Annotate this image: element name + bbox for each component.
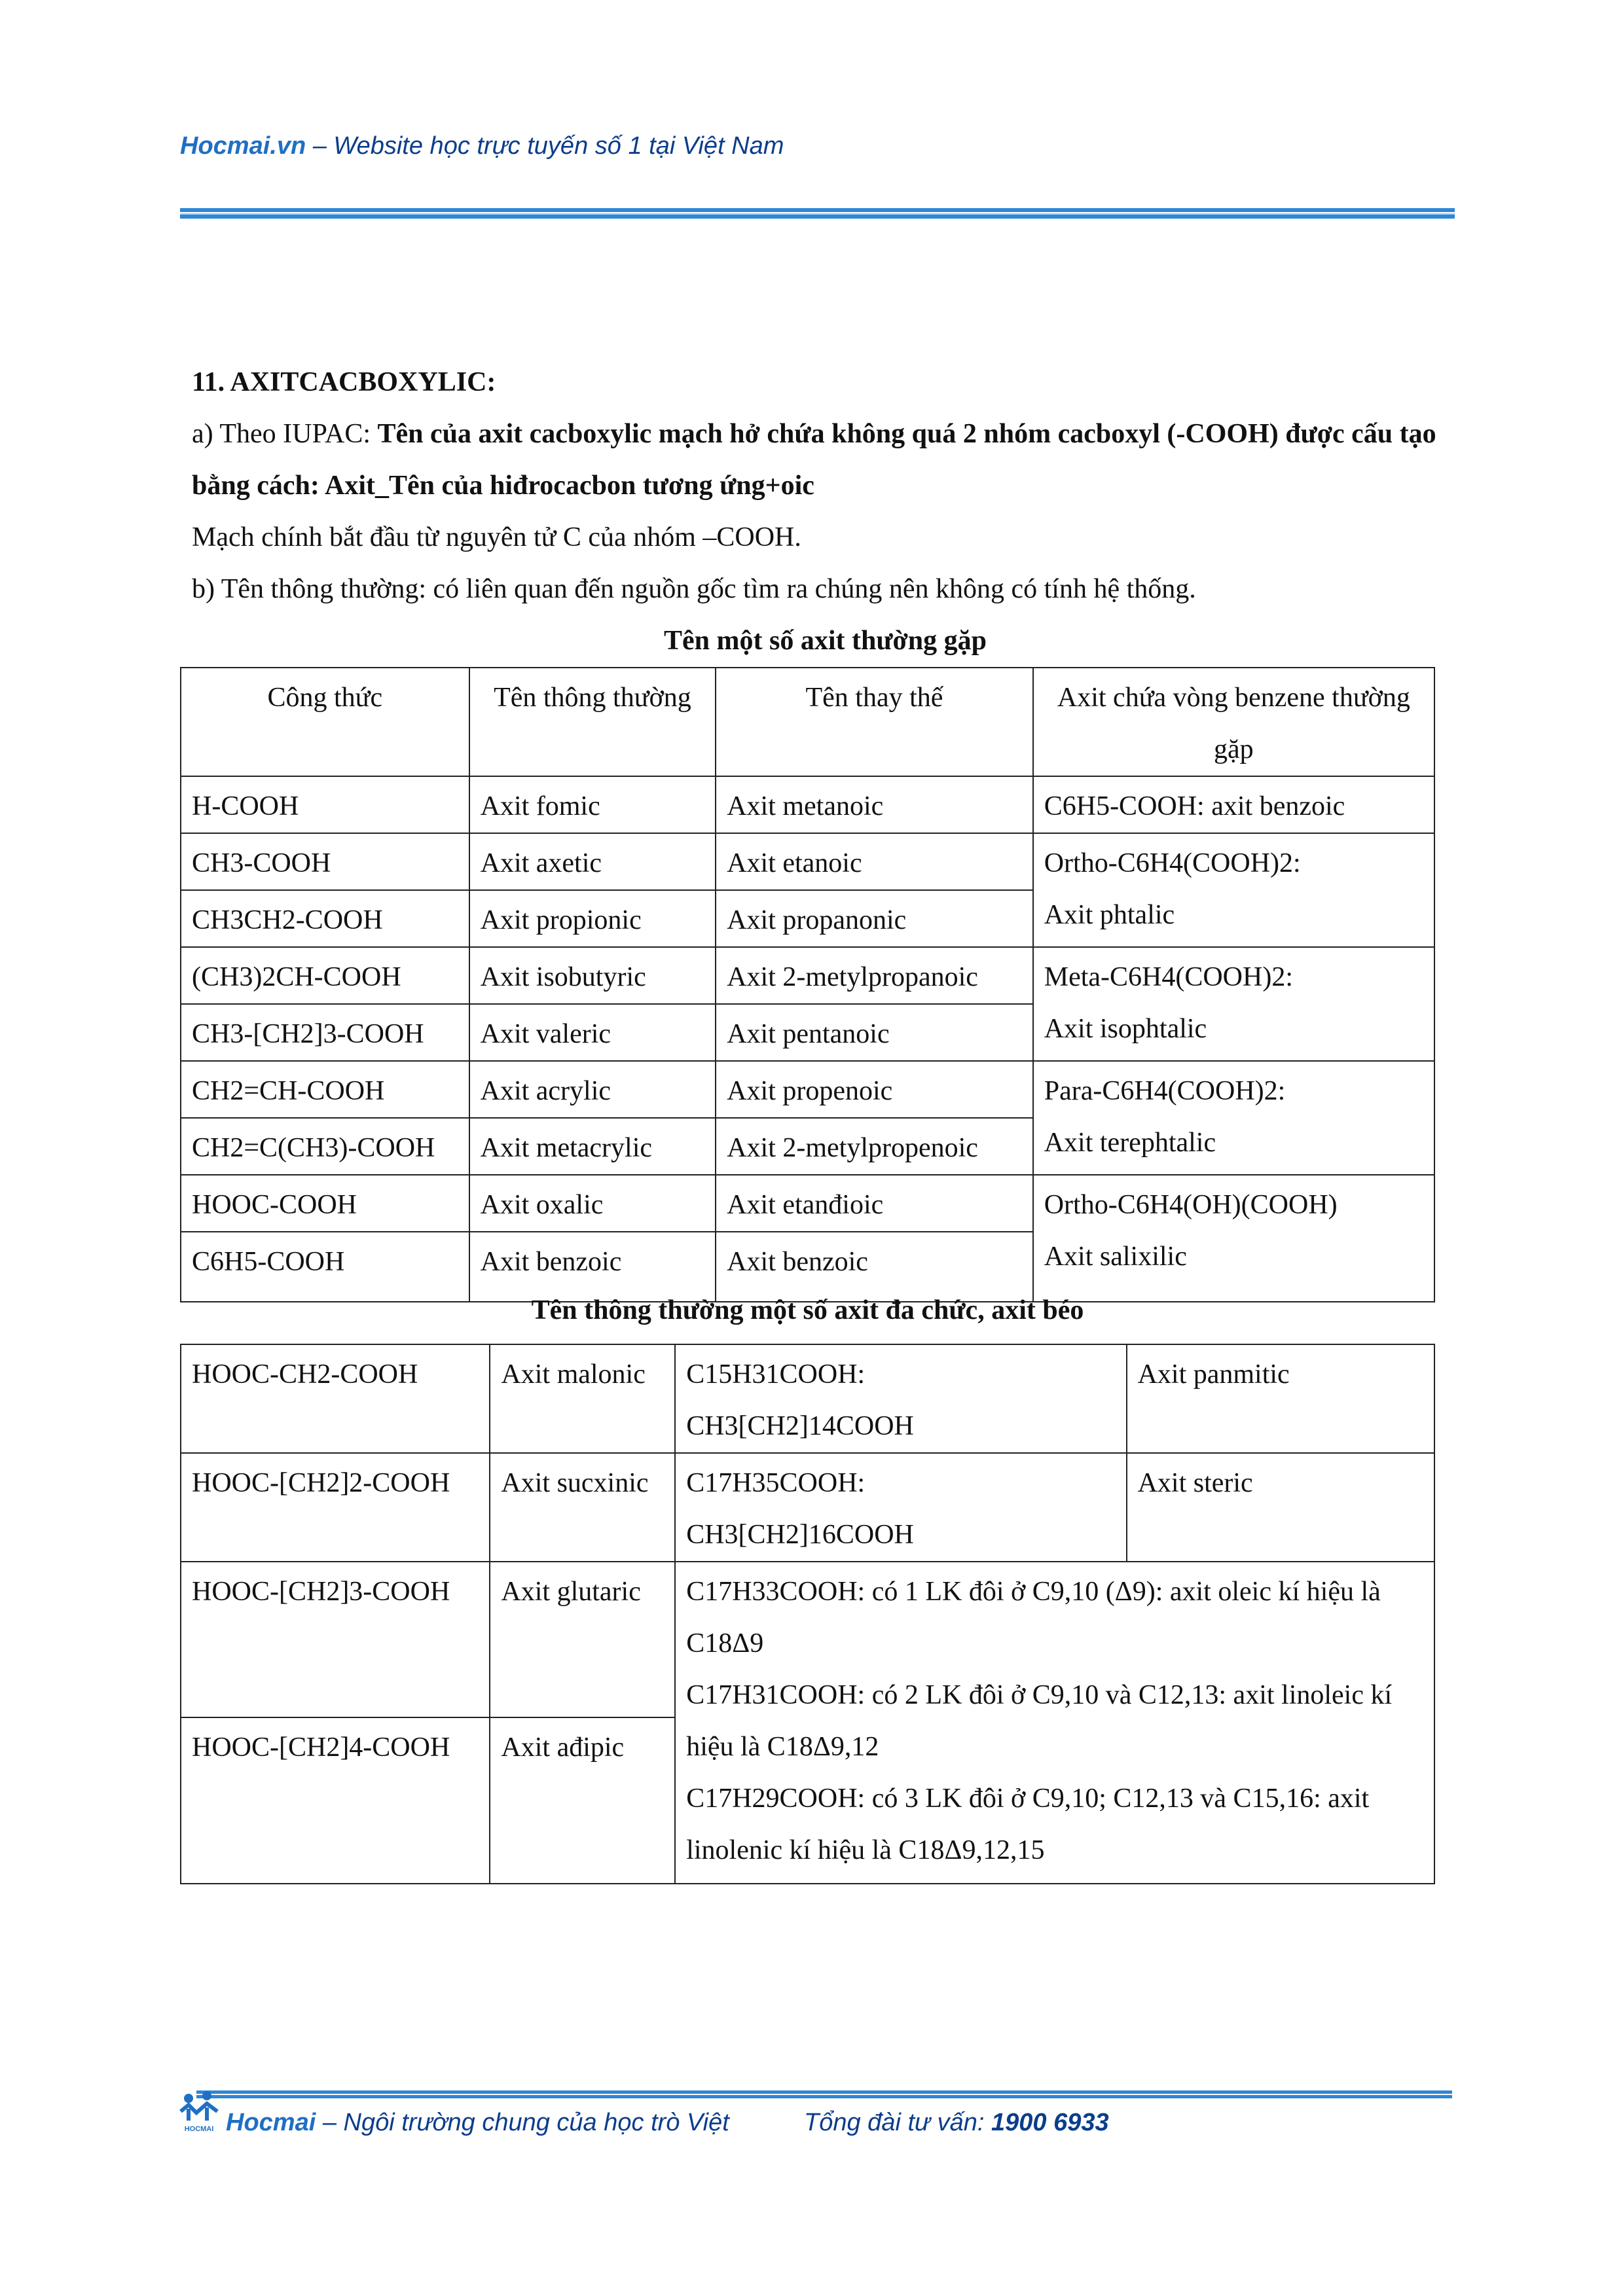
- fatty-acid-formula-cell: [675, 1453, 1126, 1562]
- benzene-name: Axit terephtalic: [1044, 1128, 1216, 1158]
- iupac-rule: Tên của axit cacboxylic mạch hở chứa không quá 2 nhóm cacboxyl (-COOH) được cấu tạo bằng cách: Axit_Tên của hiđrocacbon tương ứng+oic: [192, 419, 1436, 501]
- common-name-cell: Axit sucxinic: [490, 1453, 675, 1562]
- benzene-acid-cell: C6H5-COOH: axit benzoic: [1033, 776, 1434, 833]
- substitutive-name-cell: Axit etanđioic: [716, 1175, 1033, 1232]
- unsaturated-acids-cell: [675, 1562, 1434, 1884]
- common-name-cell: Axit metacrylic: [469, 1118, 716, 1175]
- benzene-name: Axit salixilic: [1044, 1242, 1187, 1272]
- hotline-label: Tổng đài tư vấn:: [804, 2109, 992, 2136]
- common-name-cell: Axit propionic: [469, 890, 716, 947]
- iupac-paragraph: [192, 408, 1459, 512]
- common-name-note: b) Tên thông thường: có liên quan đến nguồn gốc tìm ra chúng nên không có tính hệ thống.: [192, 574, 1196, 604]
- benzene-formula: Meta-C6H4(COOH)2:: [1044, 962, 1293, 992]
- common-acids-table: [180, 667, 1435, 1302]
- table-row: [181, 833, 1434, 890]
- table-row: [181, 1061, 1434, 1118]
- table-row: [181, 1562, 1434, 1717]
- oleic-acid-note: C17H33COOH: có 1 LK đôi ở C9,10 (Δ9): axit oleic kí hiệu là C18Δ9: [686, 1577, 1381, 1659]
- substitutive-name-cell: Axit etanoic: [716, 833, 1033, 890]
- substitutive-name-cell: Axit 2-metylpropanoic: [716, 947, 1033, 1004]
- common-name-cell: Axit malonic: [490, 1344, 675, 1453]
- table-row: [181, 947, 1434, 1004]
- main-content: [192, 357, 1459, 667]
- common-name-cell: Axit ađipic: [490, 1717, 675, 1884]
- common-name-cell: Axit isobutyric: [469, 947, 716, 1004]
- table-row: [181, 1453, 1434, 1562]
- page-header: [180, 132, 784, 160]
- table-header-row: [181, 668, 1434, 776]
- header-benzene-acids: Axit chứa vòng benzene thường gặp: [1033, 668, 1434, 776]
- hocmai-logo-icon: [178, 2089, 220, 2135]
- header-brand[interactable]: Hocmai.vn: [180, 132, 306, 160]
- header-formula: Công thức: [181, 668, 469, 776]
- formula-cell: CH2=CH-COOH: [181, 1061, 469, 1118]
- benzene-acid-cell: [1033, 1061, 1434, 1175]
- substitutive-name-cell: Axit propenoic: [716, 1061, 1033, 1118]
- table1-caption: Tên một số axit thường gặp: [663, 626, 987, 656]
- linolenic-acid-note: C17H29COOH: có 3 LK đôi ở C9,10; C12,13 và C15,16: axit linolenic kí hiệu là C18Δ9,12,15: [686, 1784, 1370, 1865]
- footer-divider: [196, 2090, 1452, 2098]
- hotline-number[interactable]: 1900 6933: [991, 2109, 1109, 2136]
- substitutive-name-cell: Axit 2-metylpropenoic: [716, 1118, 1033, 1175]
- formula-cell: C6H5-COOH: [181, 1232, 469, 1302]
- formula-cell: CH3-[CH2]3-COOH: [181, 1004, 469, 1061]
- common-name-cell: Axit valeric: [469, 1004, 716, 1061]
- formula-cell: HOOC-[CH2]2-COOH: [181, 1453, 490, 1562]
- common-name-cell: Axit axetic: [469, 833, 716, 890]
- fatty-acid-structure: CH3[CH2]16COOH: [686, 1520, 914, 1550]
- substitutive-name-cell: Axit propanonic: [716, 890, 1033, 947]
- polyacid-fatty-acid-table: [180, 1344, 1435, 1884]
- substitutive-name-cell: Axit metanoic: [716, 776, 1033, 833]
- fatty-acid-formula-cell: [675, 1344, 1126, 1453]
- benzene-acid-cell: [1033, 947, 1434, 1061]
- fatty-acid-formula: C15H31COOH:: [686, 1359, 866, 1390]
- benzene-formula: Ortho-C6H4(OH)(COOH): [1044, 1190, 1338, 1220]
- substitutive-name-cell: Axit benzoic: [716, 1232, 1033, 1302]
- table2-caption: Tên thông thường một số axit đa chức, axit béo: [531, 1295, 1084, 1325]
- benzene-name: Axit phtalic: [1044, 900, 1175, 930]
- benzene-acid-cell: [1033, 833, 1434, 947]
- iupac-prefix: a) Theo IUPAC:: [192, 419, 378, 449]
- benzene-name: Axit isophtalic: [1044, 1014, 1207, 1044]
- footer-left: [226, 2109, 729, 2137]
- main-chain-note: Mạch chính bắt đầu từ nguyên tử C của nhóm –COOH.: [192, 522, 801, 552]
- header-substitutive-name: Tên thay thế: [716, 668, 1033, 776]
- header-divider: [180, 208, 1455, 219]
- common-name-cell: Axit benzoic: [469, 1232, 716, 1302]
- common-name-cell: Axit oxalic: [469, 1175, 716, 1232]
- formula-cell: HOOC-CH2-COOH: [181, 1344, 490, 1453]
- footer-brand[interactable]: Hocmai: [226, 2109, 316, 2136]
- fatty-acid-name-cell: Axit steric: [1127, 1453, 1434, 1562]
- formula-cell: HOOC-[CH2]3-COOH: [181, 1562, 490, 1717]
- common-name-cell: Axit fomic: [469, 776, 716, 833]
- benzene-acid-cell: [1033, 1175, 1434, 1302]
- table-row: [181, 776, 1434, 833]
- formula-cell: CH3CH2-COOH: [181, 890, 469, 947]
- footer-slogan: – Ngôi trường chung của học trò Việt: [316, 2109, 729, 2136]
- formula-cell: HOOC-COOH: [181, 1175, 469, 1232]
- header-common-name: Tên thông thường: [469, 668, 716, 776]
- formula-cell: H-COOH: [181, 776, 469, 833]
- substitutive-name-cell: Axit pentanoic: [716, 1004, 1033, 1061]
- footer-hotline: [804, 2109, 1109, 2137]
- common-name-cell: Axit acrylic: [469, 1061, 716, 1118]
- fatty-acid-formula: C17H35COOH:: [686, 1468, 866, 1498]
- formula-cell: (CH3)2CH-COOH: [181, 947, 469, 1004]
- common-name-cell: Axit glutaric: [490, 1562, 675, 1717]
- benzene-formula: Ortho-C6H4(COOH)2:: [1044, 848, 1301, 878]
- fatty-acid-name-cell: Axit panmitic: [1127, 1344, 1434, 1453]
- fatty-acid-structure: CH3[CH2]14COOH: [686, 1411, 914, 1441]
- header-tagline: – Website học trực tuyến số 1 tại Việt Nam: [306, 132, 784, 160]
- logo-text: HOCMAI: [184, 2125, 214, 2133]
- table-row: [181, 1344, 1434, 1453]
- benzene-formula: Para-C6H4(COOH)2:: [1044, 1076, 1286, 1106]
- section-title: 11. AXITCACBOXYLIC:: [192, 367, 496, 397]
- table-row: [181, 1175, 1434, 1232]
- formula-cell: CH2=C(CH3)-COOH: [181, 1118, 469, 1175]
- formula-cell: CH3-COOH: [181, 833, 469, 890]
- linoleic-acid-note: C17H31COOH: có 2 LK đôi ở C9,10 và C12,13: axit linoleic kí hiệu là C18Δ9,12: [686, 1680, 1393, 1762]
- formula-cell: HOOC-[CH2]4-COOH: [181, 1717, 490, 1884]
